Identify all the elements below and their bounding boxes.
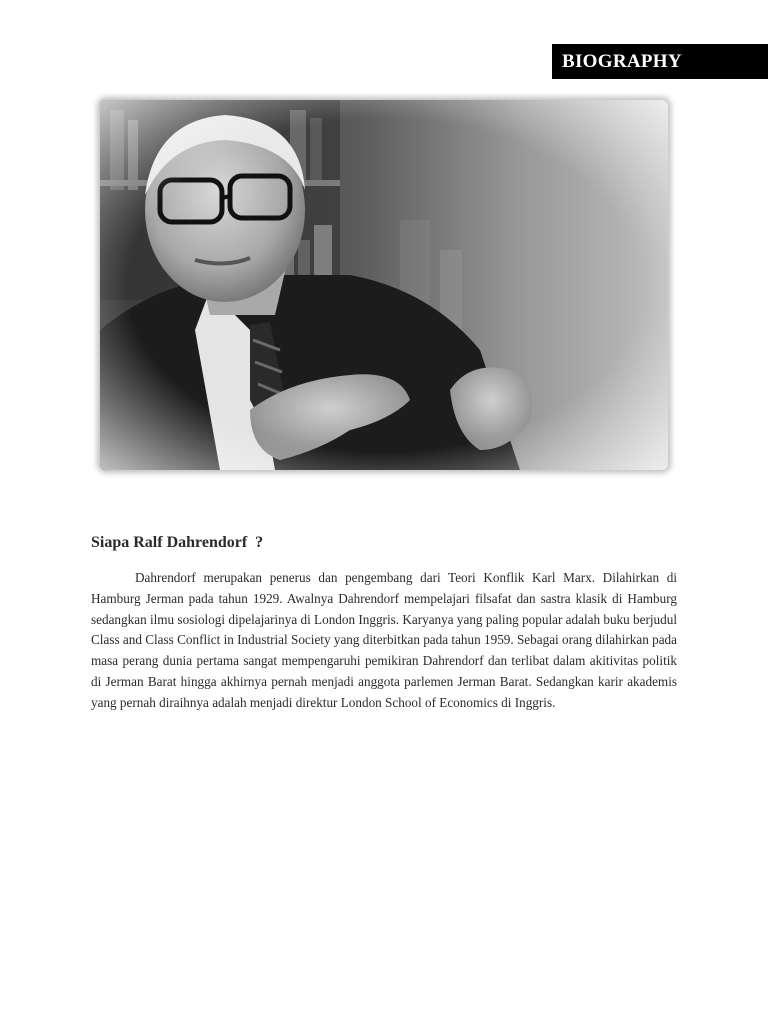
portrait-photo [100, 100, 668, 470]
article-paragraph: Dahrendorf merupakan penerus dan pengembang dari Teori Konflik Karl Marx. Dilahirkan di Hamburg Jerman pada tahun 1929. Awalnya Dahrendorf mempelajari filsafat dan sastra klasik di Hamburg sedangkan ilmu sosiologi dipelajarinya di London Inggris. Karyanya yang paling popular adalah buku berjudul Class and Class Conflict in Industrial Society yang diterbitkan pada tahun 1959. Sebagai orang dilahirkan pada masa perang dunia pertama sangat mempengaruhi pemikiran Dahrendorf dan terlibat dalam akitivitas politik di Jerman Barat hingga akhirnya pernah menjadi anggota parlemen Jerman Barat. Sedangkan karir akademis yang pernah diraihnya adalah menjadi direktur London School of Economics di Inggris. [91, 570, 677, 710]
article-title: Siapa Ralf Dahrendorf ? [91, 534, 264, 551]
biography-badge: BIOGRAPHY [552, 44, 768, 79]
portrait-photo-icon [100, 100, 668, 470]
